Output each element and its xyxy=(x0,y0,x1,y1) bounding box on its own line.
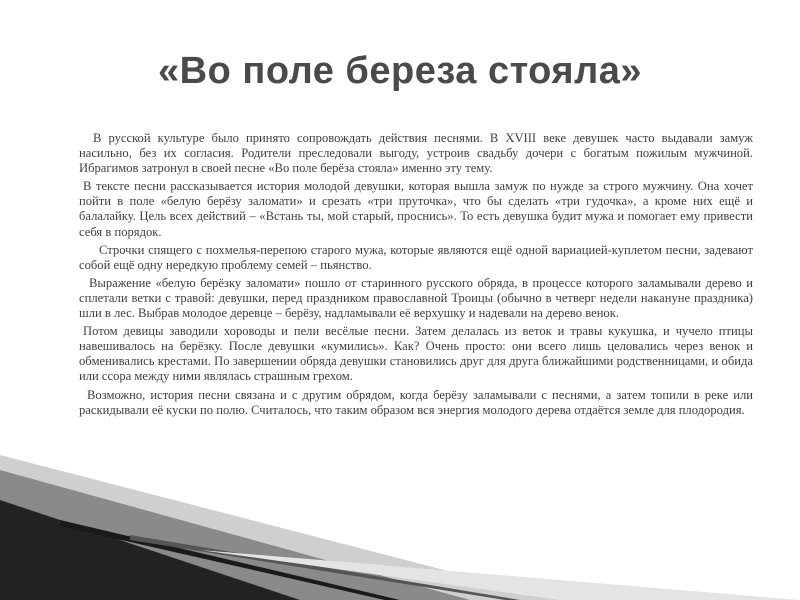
paragraph-3: Строчки спящего с похмелья-перепою старого мужа, которые являются ещё одной вариацией-куплетом песни, задевают собой ещё одну нередкую проблему семей – пьянство. xyxy=(79,242,753,272)
slide-title: «Во поле береза стояла» xyxy=(158,50,642,92)
paragraph-5: Потом девицы заводили хороводы и пели весёлые песни. Затем делалась из веток и травы кукушка, и чучело птицы навешивалось на берёзку. После девушки «кумились». Как? Очень просто: они всего лишь целовались через венок и обменивались крестами. По завершении обряда девушки становились друг для друга ближайшими родственницами, и обида или ссора между ними являлась страшным грехом. xyxy=(79,324,753,384)
paragraph-2: В тексте песни рассказывается история молодой девушки, которая вышла замуж по нужде за строго мужчину. Она хочет пойти в поле «белую берёзу заломати» и срезать «три пруточка», что бы сделать «три гудочка», а кроме них ещё и балалайку. Цель всех действий – «Встань ты, мой старый, проснись». То есть девушка будит мужа и помогает ему привести себя в порядок. xyxy=(79,179,753,239)
paragraph-1: В русской культуре было принято сопровождать действия песнями. В XVIII веке девушек часто выдавали замуж насильно, без их согласия. Родители преследовали выгоду, устроив свадьбу дочери с богатым пожилым мужчиной. Ибрагимов затронул в своей песне «Во поле берёза стояла» именно эту тему. xyxy=(79,131,753,176)
slide-body xyxy=(79,131,753,421)
paragraph-4: Выражение «белую берёзку заломати» пошло от старинного русского обряда, в процессе которого заламывали дерево и сплетали ветки с травой: девушки, перед праздником православной Троицы (обычно в четверг недели накануне праздника) шли в лес. Выбрав молодое деревце – берёзу, надламывали её верхушку и надевали на дерево венок. xyxy=(79,275,753,321)
paragraph-6: Возможно, история песни связана и с другим обрядом, когда берёзу заламывали с песнями, а затем топили в реке или раскидывали её куски по полю. Считалось, что таким образом вся энергия молодого дерева отдаётся земле для плодородия. xyxy=(79,387,753,417)
